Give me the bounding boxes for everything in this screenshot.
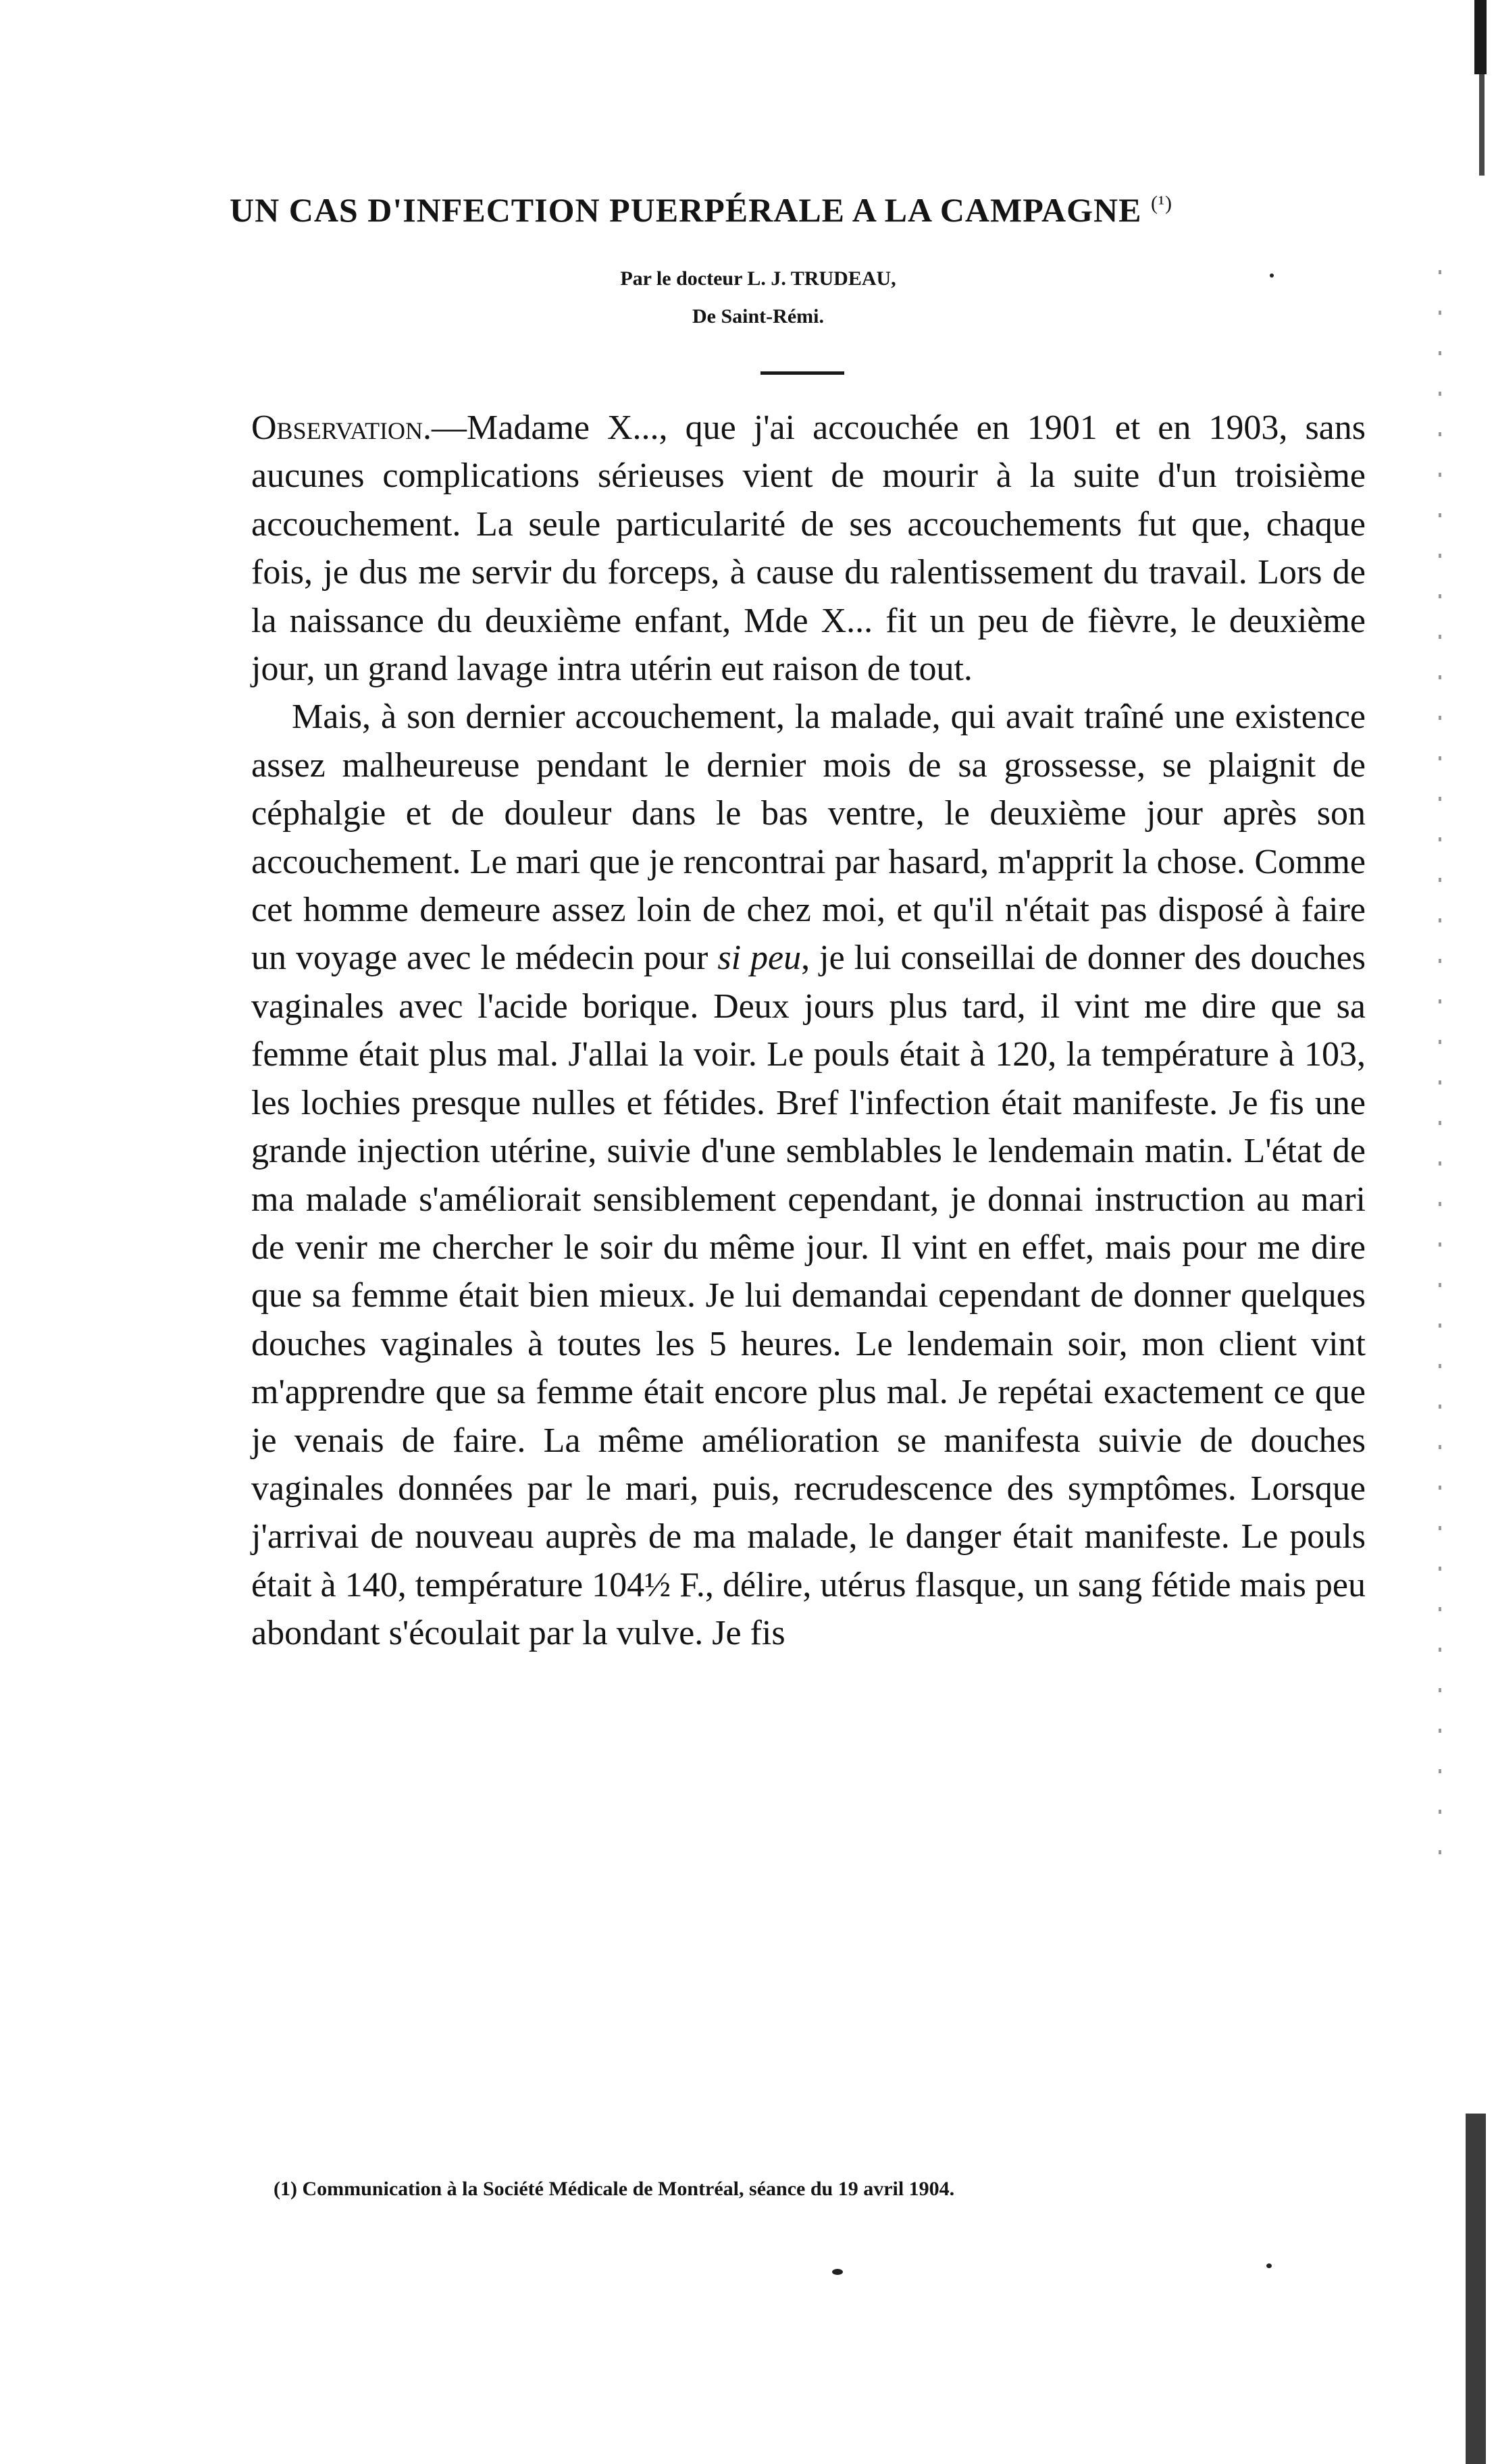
scan-speck — [1266, 2263, 1272, 2268]
article-body — [251, 404, 1366, 1658]
article-title — [230, 190, 1378, 230]
scan-speck — [1270, 273, 1274, 278]
article-title-text: UN CAS D'INFECTION PUERPÉRALE A LA CAMPAGNE — [230, 191, 1142, 229]
scan-edge-noise — [1439, 270, 1441, 1891]
scan-speck — [832, 2269, 843, 2275]
paragraph-text-part2: , je lui conseillai de donner des douches vaginales avec l'acide borique. Deux jours plus tard, il vint me dire que sa femme était plus mal. J'allai la voir. Le pouls était à 120, la température à 103, les lochies presque nulles et fétides. Bref l'infection était manifeste. Je fis une grande injection utérine, suivie d'une semblables le lendemain matin. L'état de ma malade s'améliorait sensiblement cependant, je donnai instruction au mari de venir me chercher le soir du même jour. Il vint en effet, mais pour me dire que sa femme était bien mieux. Je lui demandai cependant de donner quelques douches vaginales à toutes les 5 heures. Le lendemain soir, mon client vint m'apprendre que sa femme était encore plus mal. Je repétai exactement ce que je venais de faire. La même amélioration se manifesta suivie de douches vaginales données par le mari, puis, recrudescence des symptômes. Lorsque j'arrivai de nouveau auprès de ma malade, le danger était manifeste. Le pouls était à 140, température 104½ F., délire, utérus flasque, un sang fétide mais peu abondant s'écoulait par la vulve. Je fis — [251, 939, 1366, 1653]
section-divider — [760, 371, 844, 375]
emphasis-text: si peu — [717, 939, 802, 978]
author-location: De Saint-Rémi. — [692, 305, 824, 327]
paragraph-last-delivery — [251, 693, 1366, 1657]
paragraph-observation — [251, 404, 1366, 693]
scan-edge-mark — [1474, 0, 1487, 74]
scan-edge-mark — [1479, 74, 1485, 176]
title-footnote-marker: (¹) — [1151, 192, 1173, 215]
footnote: (1) Communication à la Société Médicale de Montréal, séance du 19 avril 1904. — [274, 2178, 955, 2200]
paragraph-text-part1: Mais, à son dernier accouchement, la malade, qui avait traîné une existence assez malheureuse pendant le dernier mois de sa grossesse, se plaignit de céphalgie et de douleur dans le bas ventre, le deuxième jour après son accouchement. Le mari que je rencontrai par hasard, m'apprit la chose. Comme cet homme demeure assez loin de chez moi, et qu'il n'était pas disposé à faire un voyage avec le médecin pour — [251, 698, 1366, 978]
scan-edge-mark — [1466, 2114, 1486, 2464]
observation-text: —Madame X..., que j'ai accouchée en 1901 et en 1903, sans aucunes complications sérieuses vient de mourir à la suite d'un troisième accouchement. La seule particularité de ses accouchements fut que, chaque fois, je dus me servir du forceps, à cause du ralentissement du travail. Lors de la naissance du deuxième enfant, Mde X... fit un peu de fièvre, le deuxième jour, un grand lavage intra utérin eut raison de tout. — [251, 409, 1366, 689]
author-byline: Par le docteur L. J. TRUDEAU, — [620, 267, 896, 290]
observation-lead: Observation. — [251, 409, 432, 447]
